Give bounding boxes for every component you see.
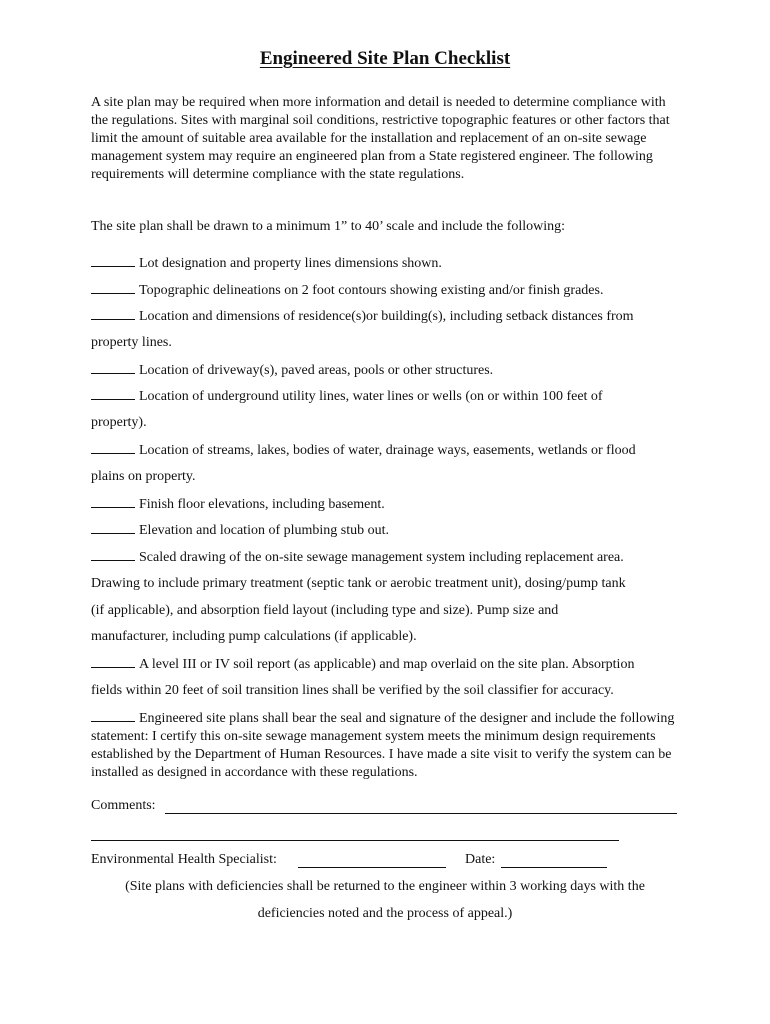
checklist-item [91,521,691,540]
checklist-item-text: Finish floor elevations, including basement. [139,497,385,512]
comments-label: Comments: [91,798,156,813]
comments-line-1[interactable] [165,813,677,814]
date-label: Date: [465,852,496,867]
footer-note-line-1: (Site plans with deficiencies shall be returned to the engineer within 3 working days with the [125,879,645,894]
checklist-item-continuation: plains on property. [91,469,196,484]
checklist-item [91,655,691,674]
checklist-item-text: Location and dimensions of residence(s)or building(s), including setback distances from [139,309,634,324]
checklist-item-continuation: fields within 20 feet of soil transition lines shall be verified by the soil classifier for accuracy. [91,683,614,698]
checklist-item-text: Location of streams, lakes, bodies of water, drainage ways, easements, wetlands or flood [139,443,636,458]
page-title: Engineered Site Plan Checklist [259,48,511,69]
checkbox-blank[interactable] [91,709,135,722]
checklist-item-text: Lot designation and property lines dimensions shown. [139,256,442,271]
checkbox-blank[interactable] [91,548,135,561]
checklist-item [91,361,691,380]
scale-statement: The site plan shall be drawn to a minimum 1” to 40’ scale and include the following: [91,219,566,234]
checklist-item-continuation: (if applicable), and absorption field layout (including type and size). Pump size and [91,603,559,618]
checkbox-blank[interactable] [91,387,135,400]
checkbox-blank[interactable] [91,521,135,534]
checklist-item-text: Scaled drawing of the on-site sewage management system including replacement area. [139,550,624,565]
checklist-item-text: Location of driveway(s), paved areas, pools or other structures. [139,363,494,378]
checklist-item-text: Location of underground utility lines, water lines or wells (on or within 100 feet of [139,389,603,404]
checklist-item [91,495,691,514]
checkbox-blank[interactable] [91,441,135,454]
checkbox-blank[interactable] [91,495,135,508]
checklist-item [91,387,691,406]
checklist-item-text: Engineered site plans shall bear the seal and signature of the designer and include the following statement: I certify this on-site sewage management system meets the minimum design requirements established by the Department of Human Resources. I have made a site visit to verify the system can be installed as designed in accordance with these regulations. [91,711,675,780]
checklist-item [91,548,691,567]
checklist-item [91,709,686,782]
checklist-item [91,281,691,300]
intro-paragraph: A site plan may be required when more information and detail is needed to determine compliance with the regulations. Sites with marginal soil conditions, restrictive topographic features or other factors that limit the amount of suitable area available for the installation and replacement of an on-site sewage management system may require an engineered plan from a State registered engineer. The following requirements will determine compliance with the state regulations. [91,95,670,182]
checkbox-blank[interactable] [91,254,135,267]
checklist-item-continuation: Drawing to include primary treatment (septic tank or aerobic treatment unit), dosing/pump tank [91,576,626,591]
checklist-item [91,307,691,326]
checklist-item-text: A level III or IV soil report (as applicable) and map overlaid on the site plan. Absorption [139,657,635,672]
comments-line-2[interactable] [91,840,619,841]
checkbox-blank[interactable] [91,361,135,374]
date-line[interactable] [501,867,607,868]
checkbox-blank[interactable] [91,307,135,320]
checklist-item-text: Topographic delineations on 2 foot contours showing existing and/or finish grades. [139,283,604,298]
specialist-signature-line[interactable] [298,867,446,868]
checklist-item-continuation: property). [91,415,147,430]
specialist-label: Environmental Health Specialist: [91,852,277,867]
footer-note-line-2: deficiencies noted and the process of appeal.) [257,906,513,921]
checkbox-blank[interactable] [91,655,135,668]
checklist-item-continuation: manufacturer, including pump calculations (if applicable). [91,629,417,644]
checklist-item [91,441,691,460]
checklist-item-continuation: property lines. [91,335,172,350]
checkbox-blank[interactable] [91,281,135,294]
checklist-item [91,254,691,273]
checklist-item-text: Elevation and location of plumbing stub out. [139,523,390,538]
